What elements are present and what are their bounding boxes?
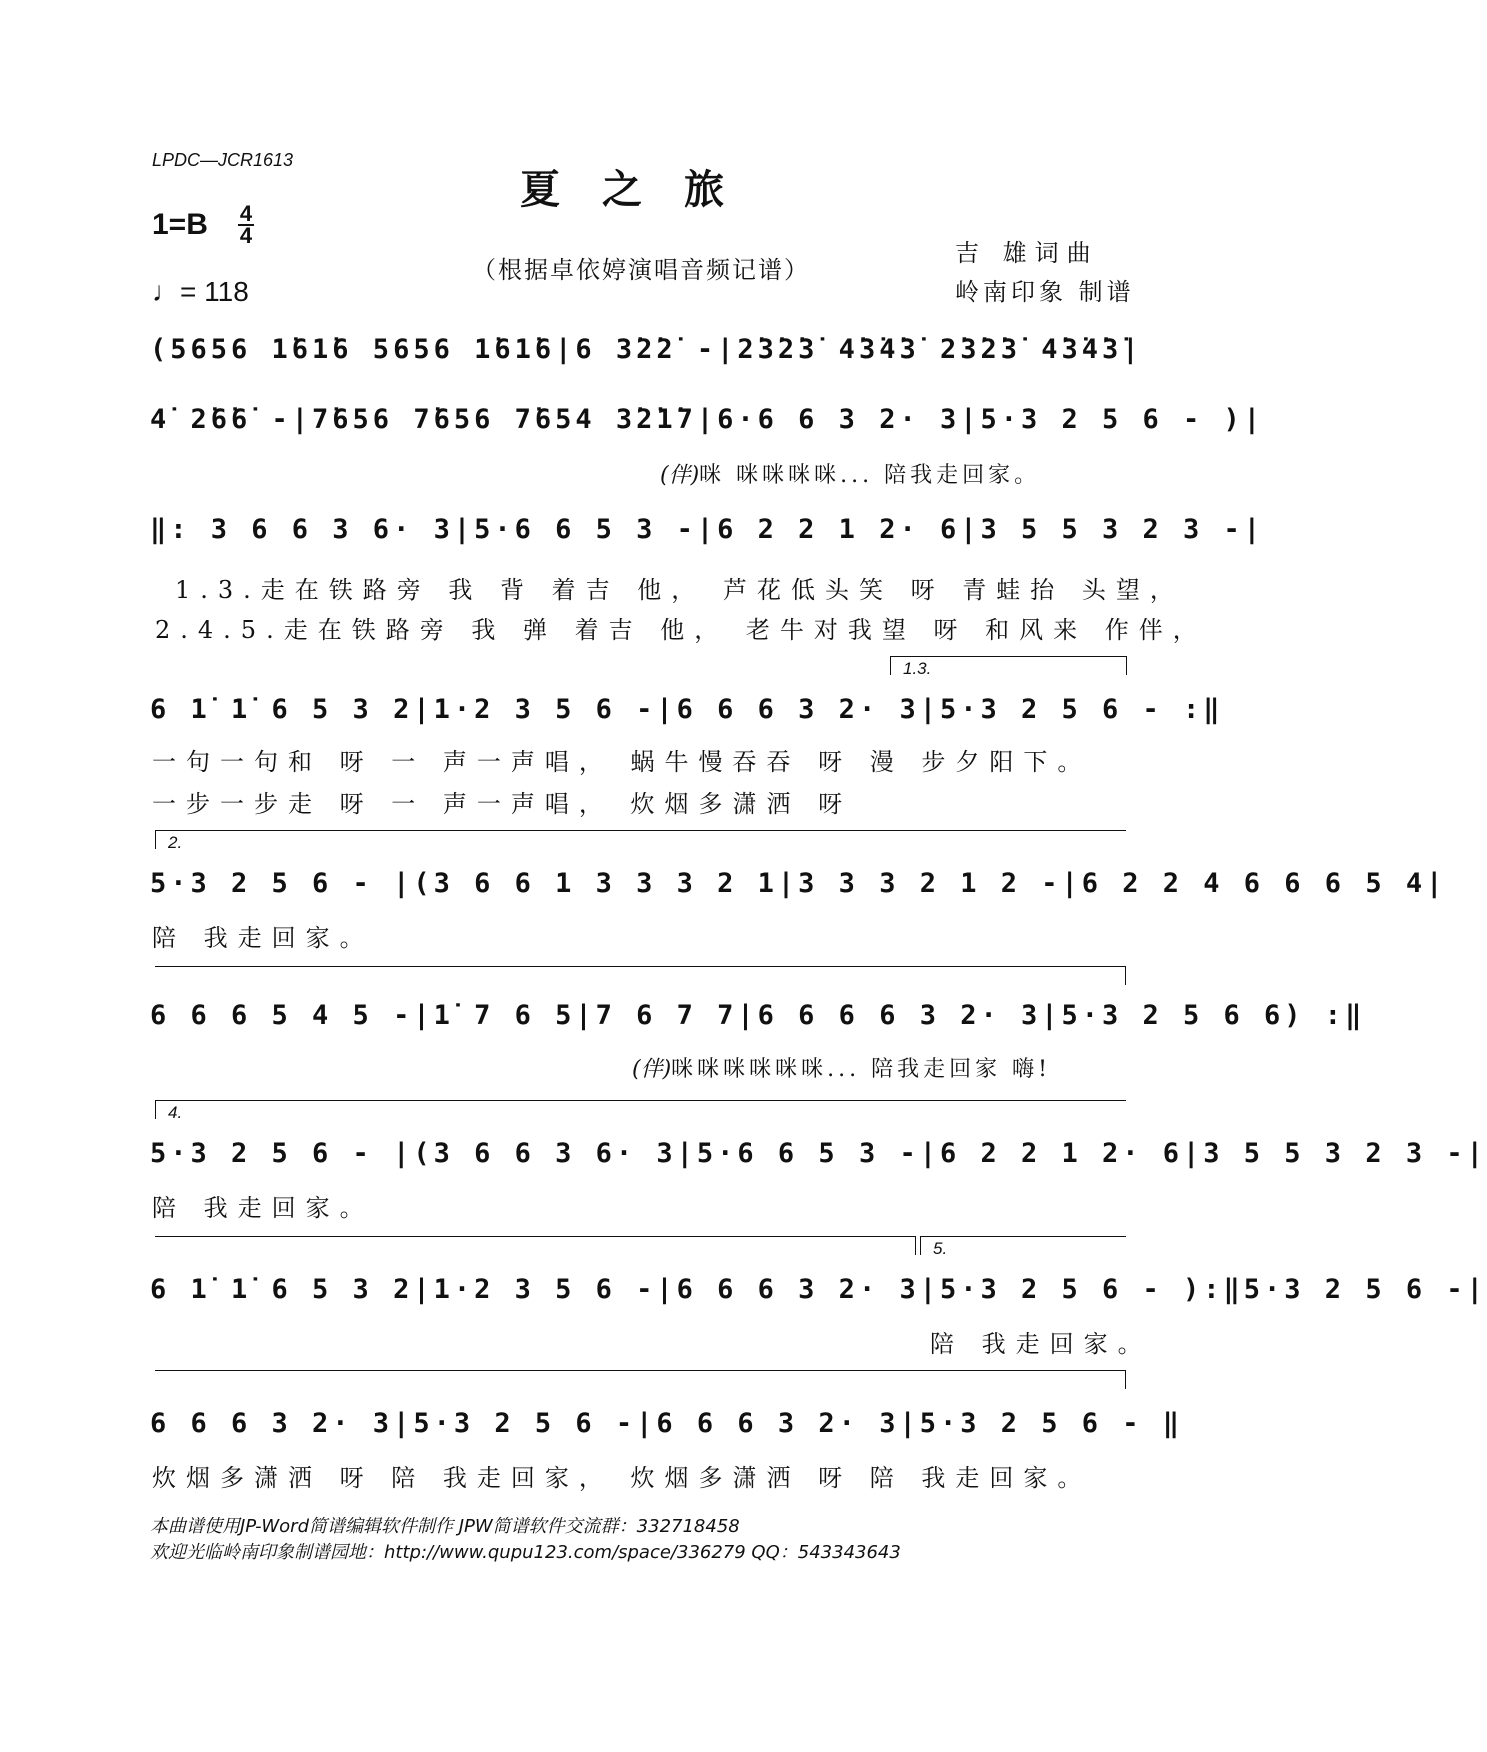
arranger-credit: 岭南印象 制谱 — [955, 278, 1135, 306]
footer-line-1: 本曲谱使用JP-Word简谱编辑软件制作 JPW简谱软件交流群：332718458 — [150, 1516, 740, 1537]
accompaniment-lyric-2 — [632, 1052, 1051, 1083]
notes: 6 6 6 5 4 5 -|1̇ 7 6 5|7 6 7 7|6 6 6 6 3 2· 3|5·3 2 5 6 6) :‖ — [150, 1000, 1366, 1031]
volta-bracket — [155, 1236, 916, 1255]
lyric-verse-2-b: 一步一步走 呀 一 声一声唱， 炊烟多潇洒 呀 — [152, 790, 853, 818]
volta-bracket — [155, 966, 1126, 985]
notes: (5656 1̇61̇6 5656 1̇61̇6|6 3̇2̇2̇ -|2̇3̇2̇3̇ 4̇3̇4̇3̇ 2̇3̇2̇3̇ 4̇3̇4̇3̇| — [150, 334, 1143, 365]
key-signature: 1=B — [152, 208, 208, 241]
time-top: 4 — [239, 201, 253, 226]
accompaniment-text: 咪 咪咪咪咪... 陪我走回家。 — [699, 463, 1041, 488]
song-title: 夏之旅 — [520, 166, 766, 213]
notes: 4̇ 2̇6̇6̇ -|7̇656 7̇656 7̇654 3̇2̇1̇7|6·6 6 3 2· 3|5·3 2 5 6 - )| — [150, 404, 1265, 435]
staff-line-3 — [150, 514, 1265, 550]
staff-line-2 — [150, 404, 1265, 440]
notes: 5·3 2 5 6 - |(3 6 6 3 6· 3|5·6 6 5 3 -|6 2 2 1 2· 6|3 5 5 3 2 3 -| — [150, 1138, 1487, 1169]
score-code: LPDC—JCR1613 — [152, 150, 294, 170]
accompaniment-lyric-1 — [660, 458, 1040, 489]
accompaniment-tag: (伴) — [632, 1057, 672, 1082]
volta-bracket: 5. — [920, 1236, 1126, 1255]
staff-line-5 — [150, 868, 1447, 904]
volta-bracket: 1.3. — [890, 656, 1127, 675]
staff-line-6 — [150, 1000, 1366, 1036]
time-bottom: 4 — [239, 223, 253, 248]
volta-bracket: 2. — [155, 830, 1126, 849]
staff-line-9 — [150, 1408, 1184, 1444]
notes: ‖: 3 6 6 3 6· 3|5·6 6 5 3 -|6 2 2 1 2· 6|3 5 5 3 2 3 -| — [150, 514, 1265, 545]
tempo-mark: ♩= 118 — [152, 276, 249, 307]
staff-line-4 — [150, 694, 1224, 730]
lyric-verse-1-b: 2.4.5.走在铁路旁 我 弹 着吉 他， 老牛对我望 呀 和风来 作伴， — [155, 616, 1207, 644]
volta-bracket — [155, 1370, 1126, 1389]
notes: 6 6 6 3 2· 3|5·3 2 5 6 -|6 6 6 3 2· 3|5·3 2 5 6 - ‖ — [150, 1408, 1184, 1439]
notes: 6 1̇ 1̇ 6 5 3 2|1·2 3 5 6 -|6 6 6 3 2· 3|5·3 2 5 6 - ):‖5·3 2 5 6 -| — [150, 1274, 1487, 1305]
staff-line-7 — [150, 1138, 1487, 1174]
lyric-verse-1-a: 1.3.走在铁路旁 我 背 着吉 他， 芦花低头笑 呀 青蛙抬 头望， — [175, 576, 1184, 604]
lyric-final: 炊烟多潇洒 呀 陪 我走回家， 炊烟多潇洒 呀 陪 我走回家。 — [152, 1464, 1092, 1492]
subtitle: （根据卓依婷演唱音频记谱） — [472, 256, 810, 284]
staff-line-1 — [150, 334, 1143, 370]
lyric-verse-2-a: 一句一句和 呀 一 声一声唱， 蜗牛慢吞吞 呀 漫 步夕阳下。 — [152, 748, 1092, 776]
notes: 5·3 2 5 6 - |(3 6 6 1 3 3 3 2 1|3 3 3 2 1 2 -|6 2 2 4 6 6 6 5 4| — [150, 868, 1447, 899]
accompaniment-text: 咪咪咪咪咪咪... 陪我走回家 嗨! — [671, 1057, 1051, 1082]
lyric-ending-2: 陪 我走回家。 — [152, 924, 374, 952]
footer-line-2: 欢迎光临岭南印象制谱园地：http://www.qupu123.com/space/336279 QQ：543343643 — [150, 1542, 901, 1563]
staff-line-8 — [150, 1274, 1487, 1310]
time-signature — [238, 201, 254, 248]
composer-credit: 吉 雄词曲 — [955, 239, 1099, 267]
volta-bracket: 4. — [155, 1100, 1126, 1119]
lyric-ending-4: 陪 我走回家。 — [152, 1194, 374, 1222]
notes: 6 1̇ 1̇ 6 5 3 2|1·2 3 5 6 -|6 6 6 3 2· 3|5·3 2 5 6 - :‖ — [150, 694, 1224, 725]
lyric-ending-5: 陪 我走回家。 — [930, 1330, 1152, 1358]
accompaniment-tag: (伴) — [660, 463, 700, 488]
